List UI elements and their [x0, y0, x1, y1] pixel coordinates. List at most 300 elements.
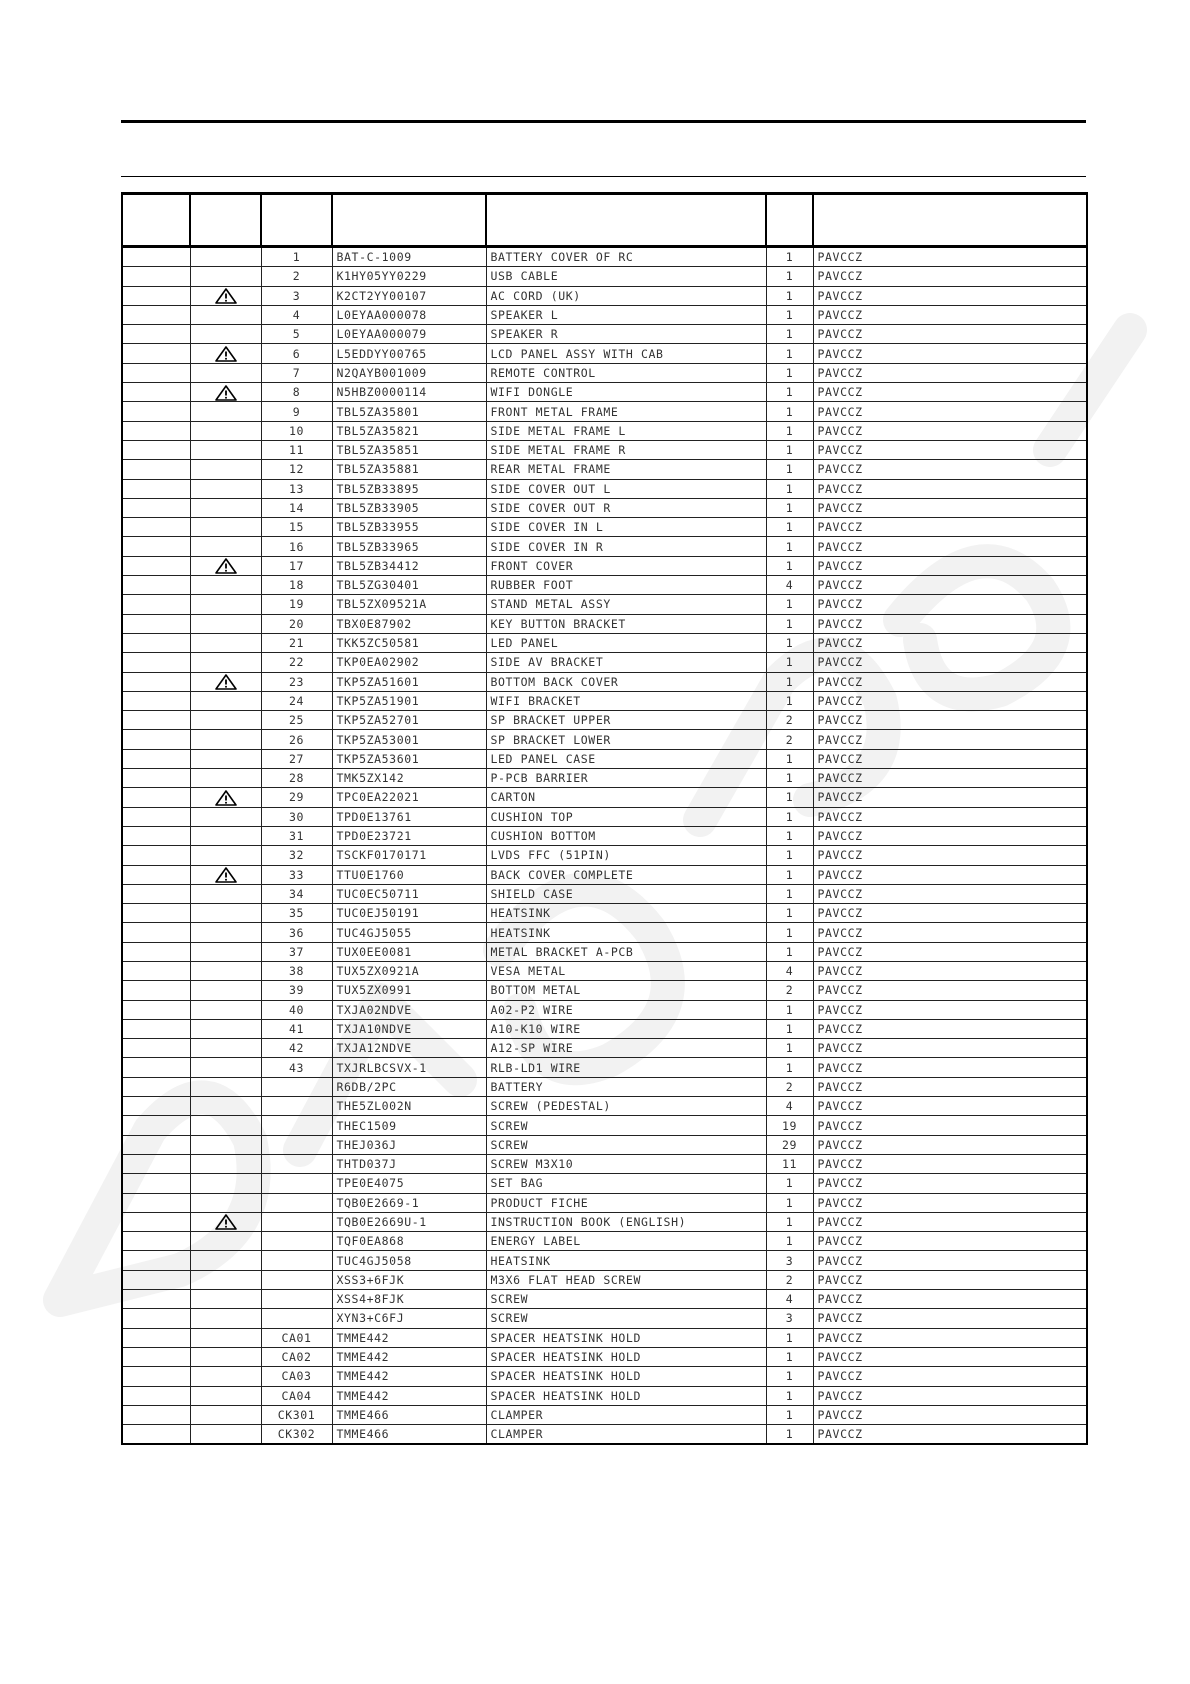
table-row	[122, 1347, 1087, 1366]
cell-description: KEY BUTTON BRACKET	[486, 614, 766, 633]
cell-description: SCREW	[486, 1135, 766, 1154]
cell-qty: 1	[766, 653, 813, 672]
cell-part-no: TXJA12NDVE	[332, 1039, 486, 1058]
cell-remarks: PAVCCZ	[813, 1270, 1087, 1289]
cell-blank	[122, 1425, 190, 1445]
table-row	[122, 1154, 1087, 1173]
cell-remarks: PAVCCZ	[813, 884, 1087, 903]
cell-qty: 1	[766, 942, 813, 961]
cell-safety	[190, 305, 261, 324]
cell-blank	[122, 402, 190, 421]
cell-qty: 1	[766, 1174, 813, 1193]
cell-qty: 1	[766, 749, 813, 768]
cell-ref-no: 15	[261, 518, 332, 537]
cell-part-no: TPE0E4075	[332, 1174, 486, 1193]
cell-blank	[122, 807, 190, 826]
cell-description: SP BRACKET UPPER	[486, 711, 766, 730]
table-row	[122, 749, 1087, 768]
cell-part-no: TBL5ZA35851	[332, 440, 486, 459]
cell-blank	[122, 421, 190, 440]
cell-part-no: K2CT2YY00107	[332, 286, 486, 305]
table-row	[122, 402, 1087, 421]
cell-qty: 1	[766, 247, 813, 267]
cell-safety	[190, 730, 261, 749]
cell-ref-no	[261, 1077, 332, 1096]
table-row	[122, 479, 1087, 498]
cell-description: SCREW M3X10	[486, 1154, 766, 1173]
cell-part-no: TMME466	[332, 1425, 486, 1445]
cell-qty: 4	[766, 1290, 813, 1309]
cell-qty: 1	[766, 1232, 813, 1251]
cell-blank	[122, 518, 190, 537]
cell-part-no: TKP5ZA52701	[332, 711, 486, 730]
cell-part-no: TMME442	[332, 1328, 486, 1347]
cell-remarks: PAVCCZ	[813, 769, 1087, 788]
cell-description: SIDE COVER IN R	[486, 537, 766, 556]
cell-description: BACK COVER COMPLETE	[486, 865, 766, 884]
cell-ref-no: 34	[261, 884, 332, 903]
cell-remarks: PAVCCZ	[813, 1386, 1087, 1405]
cell-description: WIFI BRACKET	[486, 691, 766, 710]
cell-description: AC CORD (UK)	[486, 286, 766, 305]
cell-safety	[190, 1058, 261, 1077]
cell-safety	[190, 576, 261, 595]
cell-part-no: TXJA10NDVE	[332, 1019, 486, 1038]
table-row	[122, 1290, 1087, 1309]
cell-description: METAL BRACKET A-PCB	[486, 942, 766, 961]
cell-qty: 1	[766, 1347, 813, 1366]
cell-ref-no: 19	[261, 595, 332, 614]
cell-blank	[122, 826, 190, 845]
cell-remarks: PAVCCZ	[813, 305, 1087, 324]
cell-ref-no: 5	[261, 325, 332, 344]
cell-remarks: PAVCCZ	[813, 1039, 1087, 1058]
cell-description: LCD PANEL ASSY WITH CAB	[486, 344, 766, 363]
cell-safety	[190, 267, 261, 286]
cell-ref-no: 1	[261, 247, 332, 267]
header-cell-ref	[261, 194, 332, 247]
cell-safety	[190, 383, 261, 402]
cell-blank	[122, 1077, 190, 1096]
table-row	[122, 286, 1087, 305]
cell-ref-no: 17	[261, 556, 332, 575]
cell-remarks: PAVCCZ	[813, 1097, 1087, 1116]
cell-safety	[190, 518, 261, 537]
cell-remarks: PAVCCZ	[813, 1116, 1087, 1135]
cell-remarks: PAVCCZ	[813, 1425, 1087, 1445]
cell-ref-no: 40	[261, 1000, 332, 1019]
cell-qty: 4	[766, 961, 813, 980]
cell-part-no: THEJ036J	[332, 1135, 486, 1154]
cell-blank	[122, 865, 190, 884]
cell-part-no: TBL5ZX09521A	[332, 595, 486, 614]
cell-remarks: PAVCCZ	[813, 479, 1087, 498]
cell-part-no: TMME442	[332, 1367, 486, 1386]
cell-qty: 1	[766, 904, 813, 923]
cell-qty: 1	[766, 884, 813, 903]
table-row	[122, 826, 1087, 845]
cell-remarks: PAVCCZ	[813, 383, 1087, 402]
cell-ref-no: 32	[261, 846, 332, 865]
cell-remarks: PAVCCZ	[813, 267, 1087, 286]
cell-safety	[190, 865, 261, 884]
cell-ref-no: CA04	[261, 1386, 332, 1405]
cell-safety	[190, 923, 261, 942]
cell-part-no: XSS4+8FJK	[332, 1290, 486, 1309]
cell-part-no: N2QAYB001009	[332, 363, 486, 382]
cell-description: SPACER HEATSINK HOLD	[486, 1347, 766, 1366]
cell-remarks: PAVCCZ	[813, 498, 1087, 517]
cell-blank	[122, 286, 190, 305]
table-row	[122, 846, 1087, 865]
cell-safety	[190, 961, 261, 980]
cell-part-no: TBL5ZA35821	[332, 421, 486, 440]
cell-remarks: PAVCCZ	[813, 942, 1087, 961]
cell-safety	[190, 1270, 261, 1289]
table-row	[122, 1019, 1087, 1038]
cell-ref-no: 10	[261, 421, 332, 440]
cell-ref-no: 25	[261, 711, 332, 730]
cell-remarks: PAVCCZ	[813, 1405, 1087, 1424]
cell-ref-no: 26	[261, 730, 332, 749]
cell-remarks: PAVCCZ	[813, 730, 1087, 749]
cell-blank	[122, 595, 190, 614]
cell-qty: 19	[766, 1116, 813, 1135]
table-row	[122, 769, 1087, 788]
cell-blank	[122, 1174, 190, 1193]
cell-blank	[122, 498, 190, 517]
cell-remarks: PAVCCZ	[813, 247, 1087, 267]
cell-qty: 1	[766, 363, 813, 382]
cell-ref-no: 4	[261, 305, 332, 324]
cell-blank	[122, 1367, 190, 1386]
parts-table	[121, 192, 1088, 1445]
cell-description: BOTTOM METAL	[486, 981, 766, 1000]
cell-part-no: R6DB/2PC	[332, 1077, 486, 1096]
header-cell-safety	[190, 194, 261, 247]
table-row	[122, 942, 1087, 961]
cell-qty: 3	[766, 1309, 813, 1328]
cell-description: SPACER HEATSINK HOLD	[486, 1328, 766, 1347]
cell-part-no: TQF0EA868	[332, 1232, 486, 1251]
cell-qty: 1	[766, 1405, 813, 1424]
cell-safety	[190, 1347, 261, 1366]
cell-safety	[190, 1212, 261, 1231]
cell-ref-no: 41	[261, 1019, 332, 1038]
cell-part-no: TMME442	[332, 1347, 486, 1366]
cell-part-no: TPD0E13761	[332, 807, 486, 826]
cell-ref-no: CA02	[261, 1347, 332, 1366]
cell-description: SCREW	[486, 1309, 766, 1328]
cell-ref-no: 27	[261, 749, 332, 768]
cell-description: SIDE AV BRACKET	[486, 653, 766, 672]
cell-qty: 3	[766, 1251, 813, 1270]
cell-remarks: PAVCCZ	[813, 865, 1087, 884]
cell-remarks: PAVCCZ	[813, 826, 1087, 845]
cell-blank	[122, 1058, 190, 1077]
cell-description: FRONT COVER	[486, 556, 766, 575]
cell-blank	[122, 942, 190, 961]
cell-part-no: TBL5ZB33965	[332, 537, 486, 556]
cell-remarks: PAVCCZ	[813, 633, 1087, 652]
cell-part-no: TKP5ZA53001	[332, 730, 486, 749]
cell-part-no: TMK5ZX142	[332, 769, 486, 788]
cell-safety	[190, 749, 261, 768]
cell-blank	[122, 788, 190, 807]
cell-blank	[122, 1019, 190, 1038]
warning-triangle-icon	[215, 1214, 237, 1230]
cell-description: SPACER HEATSINK HOLD	[486, 1367, 766, 1386]
cell-safety	[190, 672, 261, 691]
table-row	[122, 247, 1087, 267]
cell-qty: 1	[766, 1367, 813, 1386]
cell-description: RLB-LD1 WIRE	[486, 1058, 766, 1077]
cell-blank	[122, 981, 190, 1000]
cell-ref-no: 21	[261, 633, 332, 652]
cell-description: WIFI DONGLE	[486, 383, 766, 402]
cell-description: HEATSINK	[486, 1251, 766, 1270]
table-row	[122, 614, 1087, 633]
cell-description: A12-SP WIRE	[486, 1039, 766, 1058]
table-row	[122, 1251, 1087, 1270]
cell-ref-no	[261, 1212, 332, 1231]
cell-description: SET BAG	[486, 1174, 766, 1193]
cell-remarks: PAVCCZ	[813, 923, 1087, 942]
table-row	[122, 1309, 1087, 1328]
table-row	[122, 325, 1087, 344]
cell-qty: 1	[766, 518, 813, 537]
cell-remarks: PAVCCZ	[813, 807, 1087, 826]
cell-blank	[122, 1193, 190, 1212]
cell-blank	[122, 884, 190, 903]
cell-remarks: PAVCCZ	[813, 904, 1087, 923]
cell-safety	[190, 1367, 261, 1386]
cell-qty: 11	[766, 1154, 813, 1173]
cell-safety	[190, 1386, 261, 1405]
table-row	[122, 305, 1087, 324]
cell-remarks: PAVCCZ	[813, 1347, 1087, 1366]
cell-part-no: TKK5ZC50581	[332, 633, 486, 652]
cell-blank	[122, 691, 190, 710]
cell-blank	[122, 961, 190, 980]
cell-safety	[190, 769, 261, 788]
table-row	[122, 537, 1087, 556]
cell-part-no: TUX5ZX0921A	[332, 961, 486, 980]
cell-blank	[122, 1386, 190, 1405]
table-row	[122, 498, 1087, 517]
cell-remarks: PAVCCZ	[813, 1251, 1087, 1270]
cell-remarks: PAVCCZ	[813, 286, 1087, 305]
cell-description: SHIELD CASE	[486, 884, 766, 903]
table-row	[122, 1077, 1087, 1096]
cell-ref-no: 9	[261, 402, 332, 421]
cell-safety	[190, 1135, 261, 1154]
cell-ref-no: 6	[261, 344, 332, 363]
cell-description: CUSHION TOP	[486, 807, 766, 826]
cell-ref-no: 24	[261, 691, 332, 710]
cell-remarks: PAVCCZ	[813, 537, 1087, 556]
cell-part-no: L5EDDYY00765	[332, 344, 486, 363]
table-row	[122, 1000, 1087, 1019]
cell-remarks: PAVCCZ	[813, 344, 1087, 363]
cell-qty: 1	[766, 344, 813, 363]
table-row	[122, 691, 1087, 710]
cell-safety	[190, 904, 261, 923]
table-row	[122, 1039, 1087, 1058]
cell-safety	[190, 1309, 261, 1328]
cell-remarks: PAVCCZ	[813, 1077, 1087, 1096]
cell-safety	[190, 595, 261, 614]
cell-qty: 1	[766, 1058, 813, 1077]
cell-qty: 1	[766, 846, 813, 865]
table-row	[122, 518, 1087, 537]
cell-remarks: PAVCCZ	[813, 1290, 1087, 1309]
cell-safety	[190, 981, 261, 1000]
cell-description: REAR METAL FRAME	[486, 460, 766, 479]
cell-qty: 1	[766, 305, 813, 324]
cell-remarks: PAVCCZ	[813, 595, 1087, 614]
cell-part-no: THEC1509	[332, 1116, 486, 1135]
cell-qty: 1	[766, 440, 813, 459]
table-row	[122, 1212, 1087, 1231]
cell-qty: 1	[766, 1425, 813, 1445]
cell-description: VESA METAL	[486, 961, 766, 980]
cell-description: SCREW	[486, 1116, 766, 1135]
cell-safety	[190, 846, 261, 865]
table-row	[122, 1425, 1087, 1445]
cell-remarks: PAVCCZ	[813, 961, 1087, 980]
cell-remarks: PAVCCZ	[813, 1328, 1087, 1347]
table-row	[122, 1270, 1087, 1289]
cell-blank	[122, 305, 190, 324]
header-cell-part-no	[332, 194, 486, 247]
cell-description: INSTRUCTION BOOK (ENGLISH)	[486, 1212, 766, 1231]
header-cell-col1	[122, 194, 190, 247]
cell-safety	[190, 479, 261, 498]
cell-ref-no	[261, 1116, 332, 1135]
cell-remarks: PAVCCZ	[813, 576, 1087, 595]
cell-part-no: TUC0EJ50191	[332, 904, 486, 923]
cell-description: LED PANEL	[486, 633, 766, 652]
cell-description: FRONT METAL FRAME	[486, 402, 766, 421]
cell-description: SPACER HEATSINK HOLD	[486, 1386, 766, 1405]
cell-remarks: PAVCCZ	[813, 1058, 1087, 1077]
cell-remarks: PAVCCZ	[813, 1309, 1087, 1328]
cell-ref-no: CA01	[261, 1328, 332, 1347]
warning-triangle-icon	[215, 558, 237, 574]
cell-safety	[190, 286, 261, 305]
cell-description: SIDE METAL FRAME L	[486, 421, 766, 440]
cell-blank	[122, 653, 190, 672]
cell-description: USB CABLE	[486, 267, 766, 286]
cell-part-no: TBL5ZB34412	[332, 556, 486, 575]
cell-part-no: XYN3+C6FJ	[332, 1309, 486, 1328]
cell-ref-no: 12	[261, 460, 332, 479]
cell-blank	[122, 1116, 190, 1135]
cell-part-no: TKP0EA02902	[332, 653, 486, 672]
cell-remarks: PAVCCZ	[813, 421, 1087, 440]
cell-ref-no: 18	[261, 576, 332, 595]
cell-ref-no: CK301	[261, 1405, 332, 1424]
cell-part-no: TPC0EA22021	[332, 788, 486, 807]
cell-part-no: TXJA02NDVE	[332, 1000, 486, 1019]
cell-description: HEATSINK	[486, 904, 766, 923]
cell-safety	[190, 807, 261, 826]
table-row	[122, 363, 1087, 382]
warning-triangle-icon	[215, 288, 237, 304]
header-cell-description	[486, 194, 766, 247]
cell-blank	[122, 1290, 190, 1309]
cell-remarks: PAVCCZ	[813, 1212, 1087, 1231]
cell-remarks: PAVCCZ	[813, 1154, 1087, 1173]
cell-remarks: PAVCCZ	[813, 711, 1087, 730]
cell-remarks: PAVCCZ	[813, 440, 1087, 459]
cell-part-no: L0EYAA000079	[332, 325, 486, 344]
cell-ref-no	[261, 1135, 332, 1154]
warning-triangle-icon	[215, 674, 237, 690]
cell-description: PRODUCT FICHE	[486, 1193, 766, 1212]
cell-part-no: TBX0E87902	[332, 614, 486, 633]
cell-qty: 1	[766, 537, 813, 556]
cell-ref-no	[261, 1290, 332, 1309]
cell-ref-no: 23	[261, 672, 332, 691]
cell-qty: 1	[766, 614, 813, 633]
cell-description: RUBBER FOOT	[486, 576, 766, 595]
table-row	[122, 383, 1087, 402]
cell-remarks: PAVCCZ	[813, 1367, 1087, 1386]
cell-blank	[122, 614, 190, 633]
cell-safety	[190, 421, 261, 440]
cell-description: SIDE COVER OUT L	[486, 479, 766, 498]
cell-qty: 1	[766, 865, 813, 884]
cell-description: SCREW (PEDESTAL)	[486, 1097, 766, 1116]
table-row	[122, 1193, 1087, 1212]
cell-ref-no: CA03	[261, 1367, 332, 1386]
cell-remarks: PAVCCZ	[813, 1174, 1087, 1193]
cell-ref-no: 31	[261, 826, 332, 845]
cell-part-no: TSCKF0170171	[332, 846, 486, 865]
cell-qty: 1	[766, 479, 813, 498]
cell-qty: 1	[766, 633, 813, 652]
cell-ref-no: 38	[261, 961, 332, 980]
cell-description: SIDE COVER IN L	[486, 518, 766, 537]
cell-safety	[190, 633, 261, 652]
cell-blank	[122, 363, 190, 382]
cell-part-no: TKP5ZA53601	[332, 749, 486, 768]
table-row	[122, 730, 1087, 749]
cell-safety	[190, 711, 261, 730]
cell-ref-no: CK302	[261, 1425, 332, 1445]
cell-ref-no: 14	[261, 498, 332, 517]
table-row	[122, 344, 1087, 363]
table-row	[122, 981, 1087, 1000]
cell-blank	[122, 1270, 190, 1289]
cell-blank	[122, 846, 190, 865]
cell-ref-no	[261, 1251, 332, 1270]
cell-safety	[190, 691, 261, 710]
cell-ref-no	[261, 1309, 332, 1328]
cell-part-no: XSS3+6FJK	[332, 1270, 486, 1289]
cell-ref-no	[261, 1097, 332, 1116]
cell-part-no: TBL5ZB33905	[332, 498, 486, 517]
table-row	[122, 1097, 1087, 1116]
cell-safety	[190, 1019, 261, 1038]
cell-ref-no: 3	[261, 286, 332, 305]
cell-remarks: PAVCCZ	[813, 1000, 1087, 1019]
cell-blank	[122, 479, 190, 498]
cell-blank	[122, 1000, 190, 1019]
cell-qty: 2	[766, 711, 813, 730]
